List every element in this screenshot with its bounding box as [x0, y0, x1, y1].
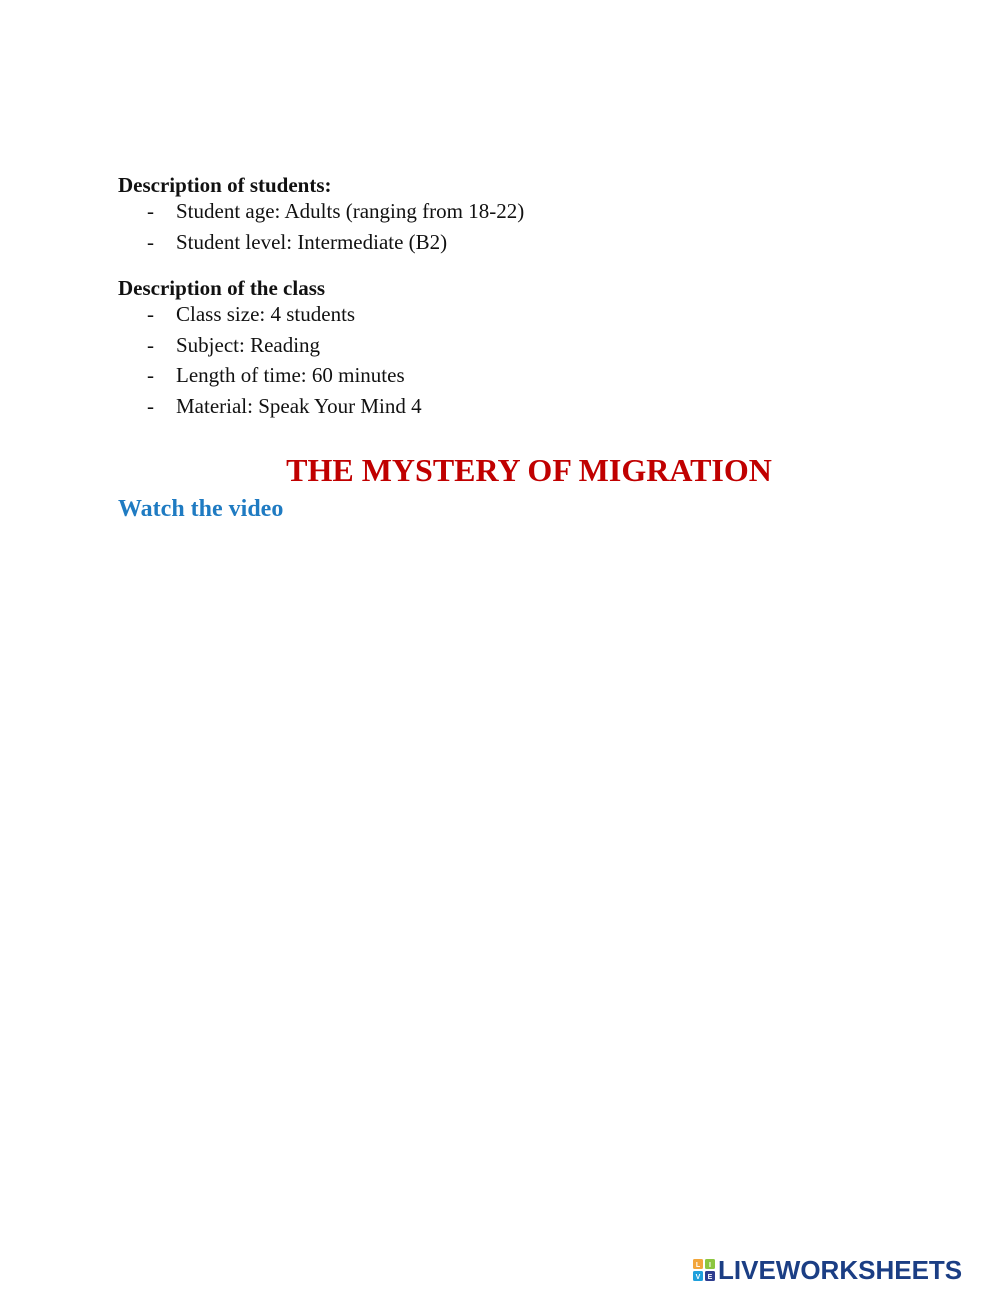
list-dash: -	[147, 393, 154, 418]
list-dash: -	[147, 302, 154, 326]
students-section-heading: Description of students:	[118, 173, 332, 197]
brand-name: LIVEWORKSHEETS	[718, 1255, 963, 1285]
list-item-text: Material: Speak Your Mind 4	[176, 393, 422, 418]
list-dash: -	[147, 332, 154, 357]
class-section-heading: Description of the class	[118, 276, 326, 300]
logo-letter: E	[707, 1274, 713, 1281]
liveworksheets-logo-icon	[693, 1259, 715, 1281]
logo-letter: V	[695, 1274, 701, 1281]
logo-letter: L	[695, 1262, 701, 1269]
watch-video-link[interactable]: Watch the video	[118, 496, 284, 522]
list-item	[118, 299, 422, 330]
logo-letter: I	[709, 1262, 711, 1269]
list-item	[118, 330, 422, 361]
list-item-text: Subject: Reading	[176, 332, 321, 357]
list-item	[118, 196, 524, 227]
list-item-text: Length of time: 60 minutes	[176, 363, 405, 387]
list-item-text: Class size: 4 students	[176, 302, 356, 326]
list-item-text: Student age: Adults (ranging from 18-22)	[176, 199, 525, 223]
liveworksheets-brand[interactable]	[693, 1257, 962, 1283]
list-item-text: Student level: Intermediate (B2)	[176, 229, 448, 254]
list-dash: -	[147, 199, 154, 223]
list-item	[118, 227, 524, 258]
list-item	[118, 391, 422, 422]
class-list	[118, 299, 422, 421]
list-item	[118, 360, 422, 391]
page-title: THE MYSTERY OF MIGRATION	[286, 452, 772, 488]
list-dash: -	[147, 229, 154, 254]
students-list	[118, 196, 524, 257]
list-dash: -	[147, 363, 154, 387]
